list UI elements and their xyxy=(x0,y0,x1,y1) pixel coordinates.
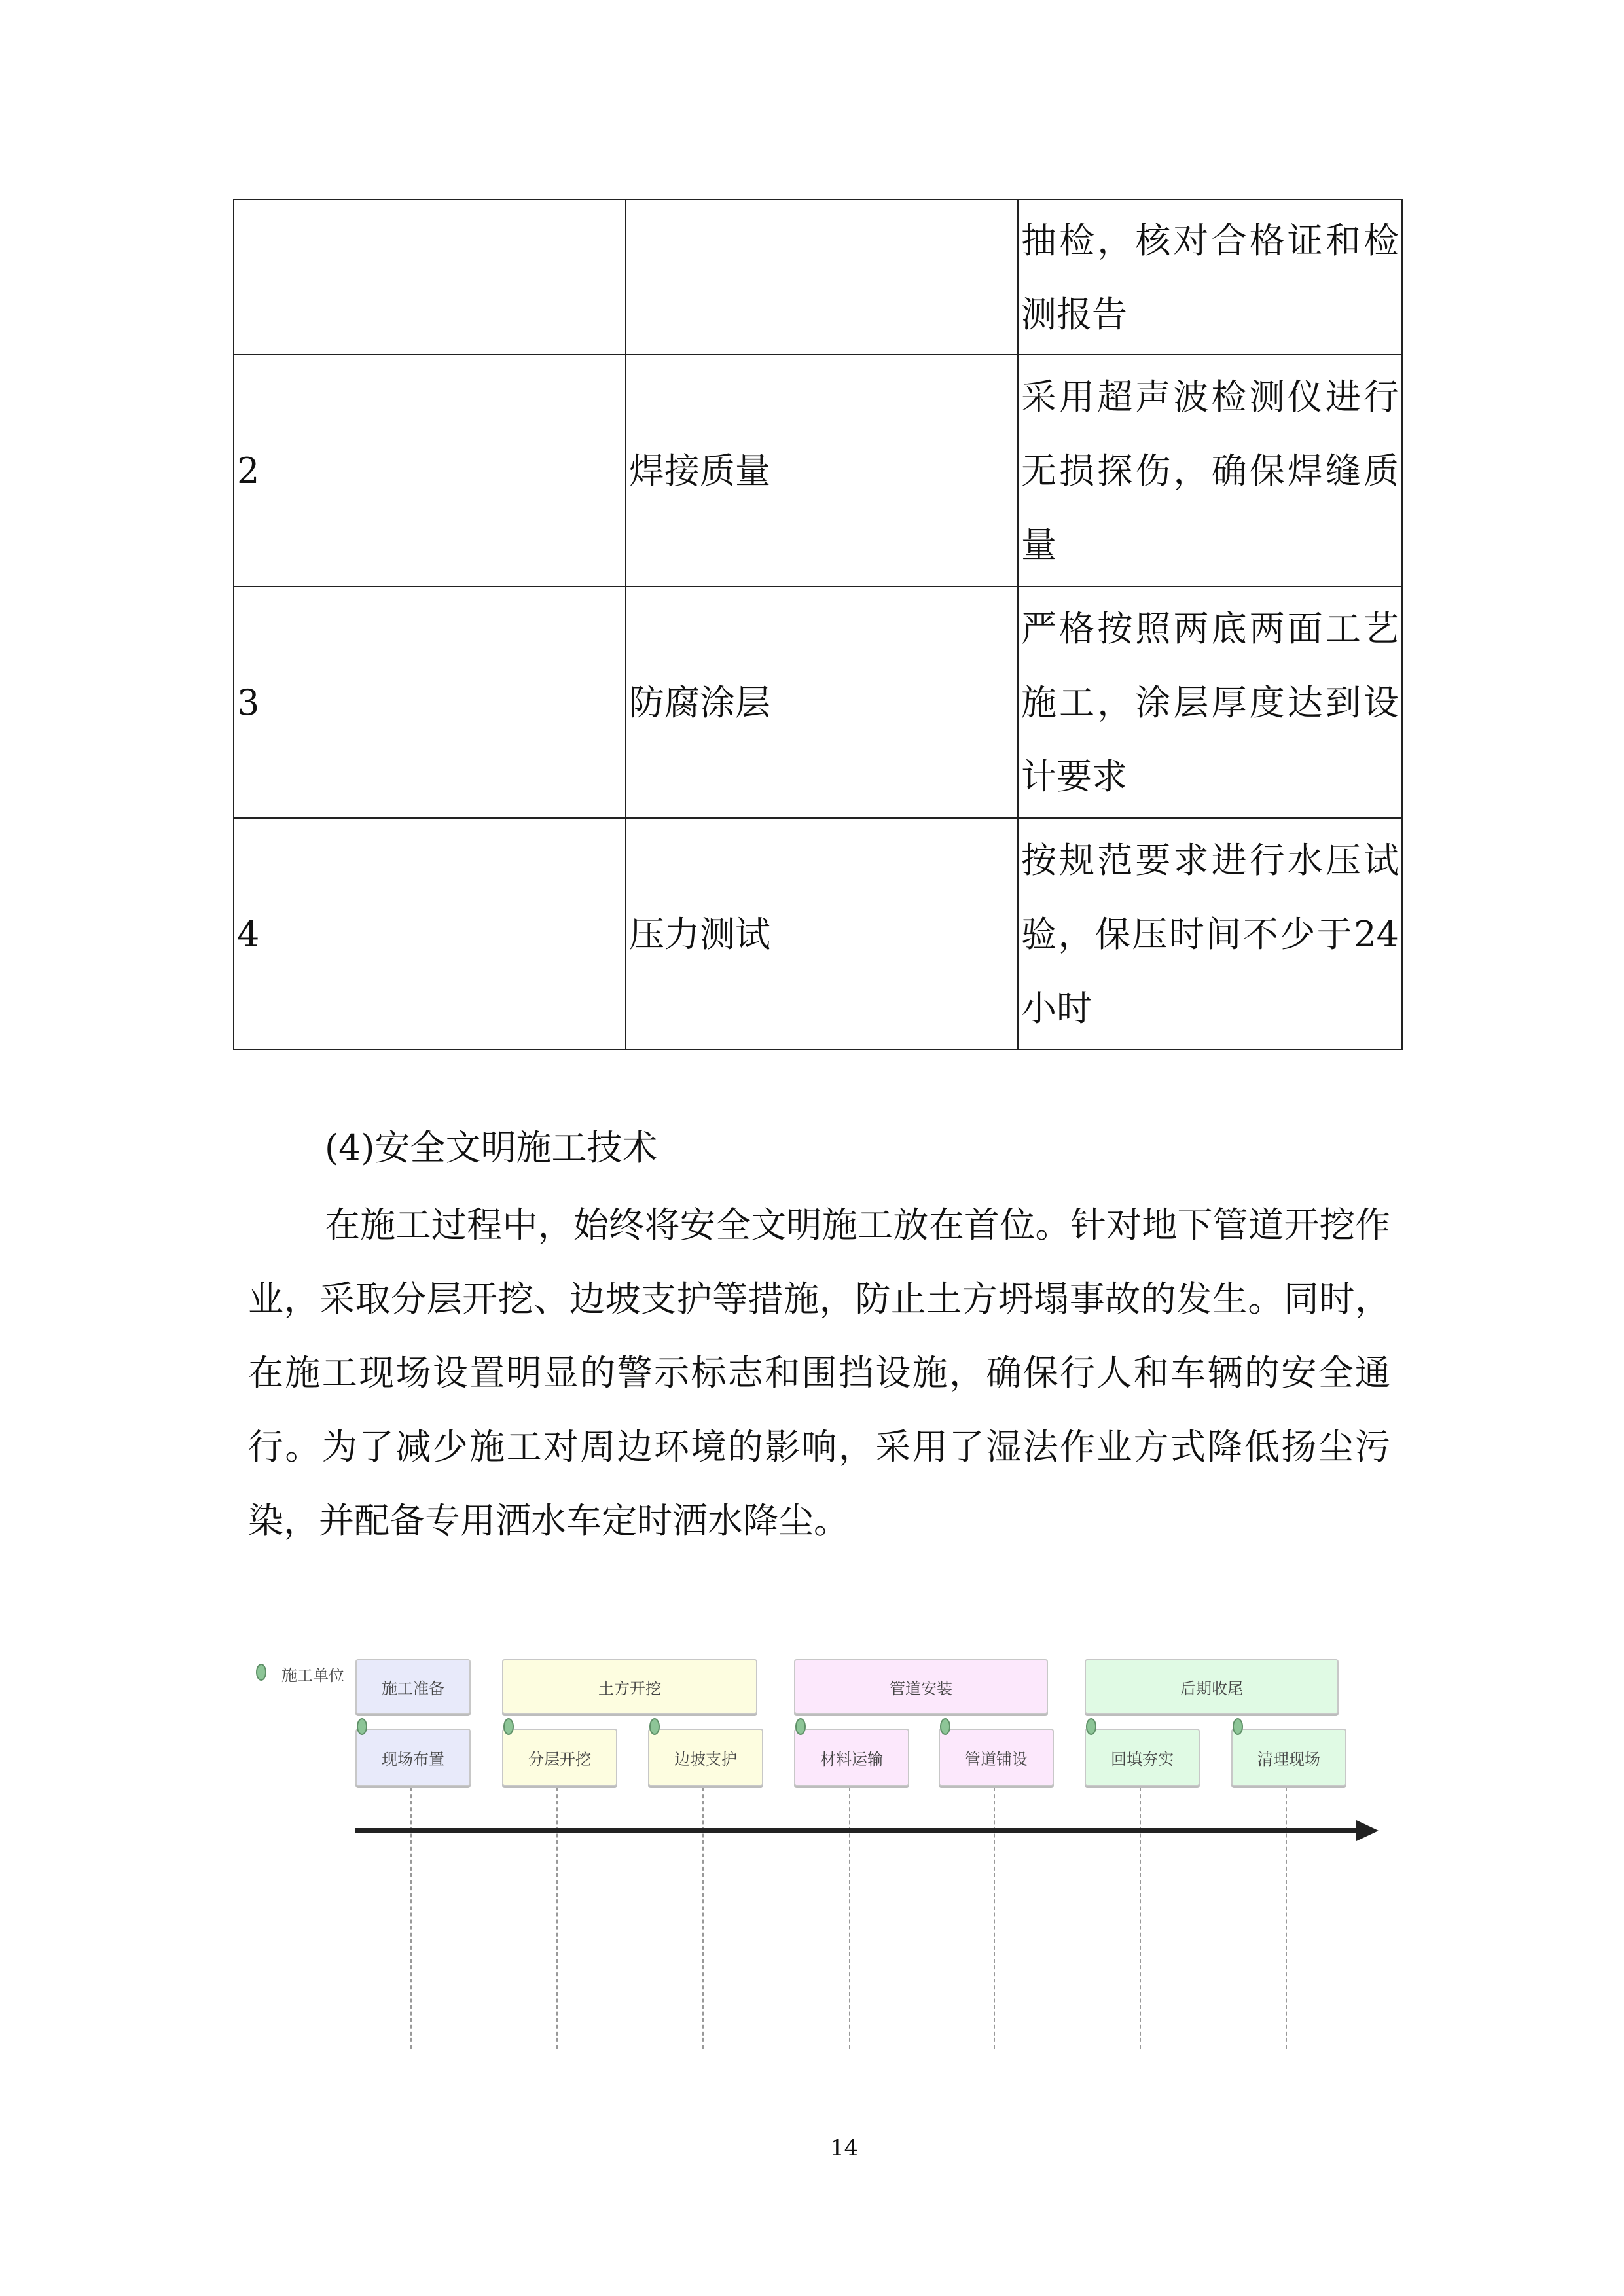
cell-no: 3 xyxy=(234,586,626,818)
phase-box: 土方开挖 xyxy=(502,1659,757,1714)
table-row xyxy=(234,200,1402,355)
cell-no: 4 xyxy=(234,818,626,1050)
milestone-dot-icon xyxy=(1086,1718,1096,1735)
phase-box: 管道安装 xyxy=(794,1659,1048,1714)
task-box: 管道铺设 xyxy=(939,1729,1054,1786)
milestone-dot-icon xyxy=(795,1718,806,1735)
cell-item: 压力测试 xyxy=(626,818,1018,1050)
phase-box: 后期收尾 xyxy=(1085,1659,1339,1714)
task-box: 材料运输 xyxy=(794,1729,909,1786)
task-box: 清理现场 xyxy=(1231,1729,1346,1786)
quality-table xyxy=(233,199,1403,1050)
milestone-dot-icon xyxy=(940,1718,950,1735)
cell-desc: 采用超声波检测仪进行无损探伤，确保焊缝质量 xyxy=(1018,355,1402,586)
cell-no: 2 xyxy=(234,355,626,586)
cell-desc: 按规范要求进行水压试验，保压时间不少于24 小时 xyxy=(1018,818,1402,1050)
milestone-dot-icon xyxy=(649,1718,660,1735)
milestone-dot-icon xyxy=(1233,1718,1243,1735)
cell-no xyxy=(234,200,626,355)
phase-box: 施工准备 xyxy=(355,1659,471,1714)
task-box: 回填夯实 xyxy=(1085,1729,1200,1786)
cell-desc: 抽检，核对合格证和检测报告 xyxy=(1018,200,1402,355)
cell-item xyxy=(626,200,1018,355)
milestone-dot-icon xyxy=(357,1718,367,1735)
cell-item: 防腐涂层 xyxy=(626,586,1018,818)
page-number: 14 xyxy=(830,2135,859,2161)
cell-desc: 严格按照两底两面工艺施工，涂层厚度达到设计要求 xyxy=(1018,586,1402,818)
task-box: 边坡支护 xyxy=(648,1729,763,1786)
legend-label: 施工单位 xyxy=(281,1666,344,1685)
legend-dot-icon xyxy=(256,1664,266,1681)
table-row xyxy=(234,818,1402,1050)
task-box: 分层开挖 xyxy=(502,1729,617,1786)
table-row xyxy=(234,355,1402,586)
milestone-dot-icon xyxy=(503,1718,514,1735)
timeline-arrow-icon xyxy=(353,1816,1381,1845)
table-row xyxy=(234,586,1402,818)
section-heading: (4)安全文明施工技术 xyxy=(325,1127,658,1168)
cell-item: 焊接质量 xyxy=(626,355,1018,586)
body-paragraph: 在施工过程中，始终将安全文明施工放在首位。针对地下管道开挖作业，采取分层开挖、边坡支护等措施，防止土方坍塌事故的发生。同时，在施工现场设置明显的警示标志和围挡设施，确保行人和车辆的安全通行。为了减少施工对周边环境的影响，采用了湿法作业方式降低扬尘污染，并配备专用洒水车定时洒水降尘。 xyxy=(248,1204,1390,1541)
task-box: 现场布置 xyxy=(355,1729,471,1786)
